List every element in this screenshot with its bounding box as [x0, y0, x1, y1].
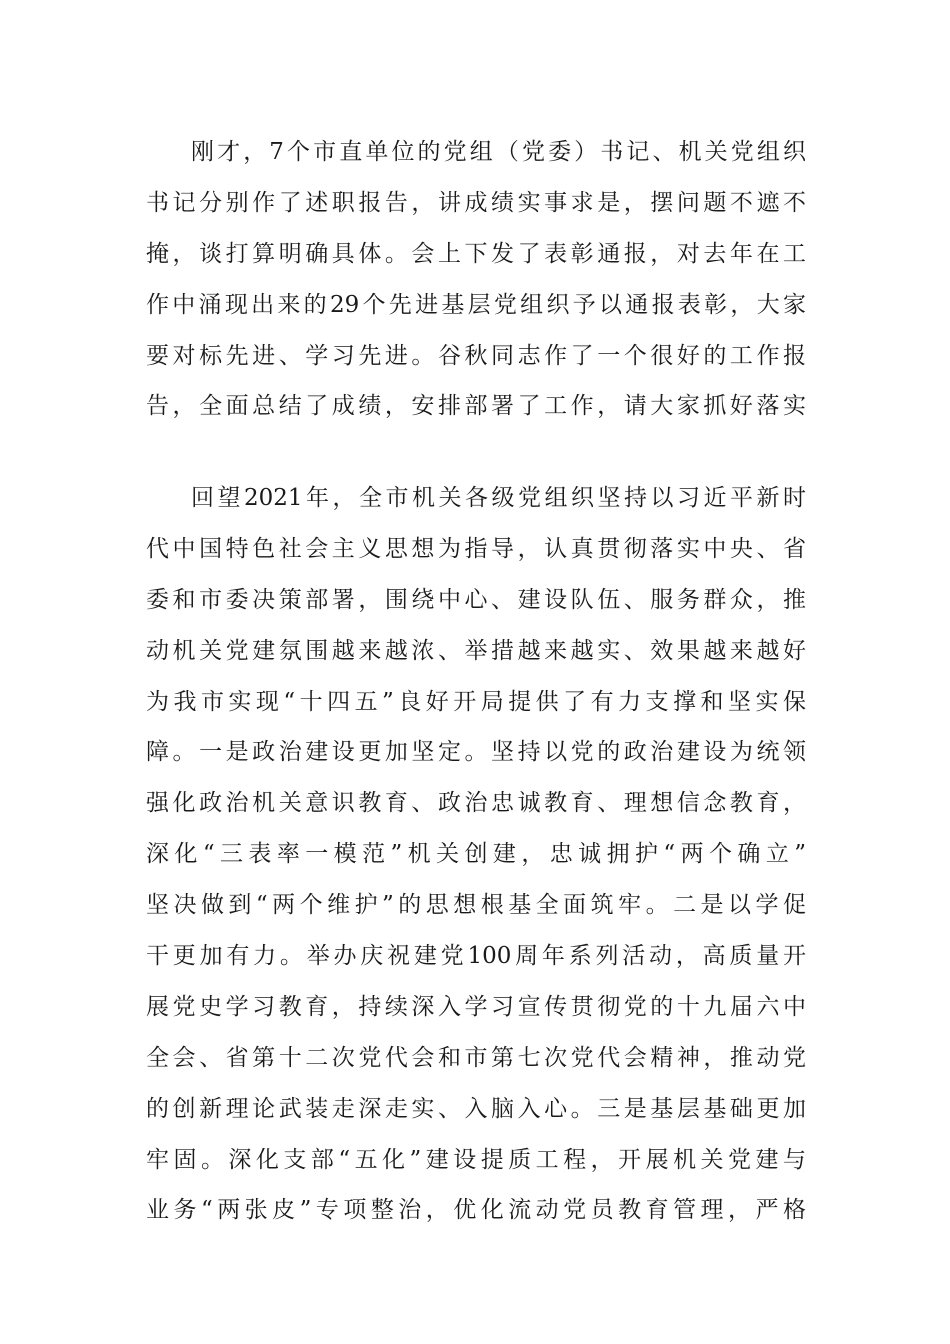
paragraph-summary: [146, 127, 806, 432]
text-line: 展党史学习教育，持续深入学习宣传贯彻党的十九届六中: [146, 993, 806, 1020]
text-line: 刚才，7个市直单位的党组（党委）书记、机关党组织: [191, 139, 806, 165]
text-line: 告，全面总结了成绩，安排部署了工作，请大家抓好落实: [146, 393, 806, 420]
text-line: 作中涌现出来的29个先进基层党组织予以通报表彰，大家: [146, 291, 806, 318]
text-line: 干更加有力。举办庆祝建党100周年系列活动，高质量开: [146, 943, 806, 970]
text-line: 委和市委决策部署，围绕中心、建设队伍、服务群众，推: [146, 586, 806, 613]
paragraph-review-2021: [146, 473, 806, 1236]
text-line: 全会、省第十二次党代会和市第七次党代会精神，推动党: [146, 1044, 806, 1071]
text-line: 回望2021年，全市机关各级党组织坚持以习近平新时: [191, 485, 806, 511]
text-line: 的创新理论武装走深走实、入脑入心。三是基层基础更加: [146, 1095, 806, 1122]
text-line: 障。一是政治建设更加坚定。坚持以党的政治建设为统领: [146, 739, 806, 766]
text-line: 深化“三表率一模范”机关创建，忠诚拥护“两个确立”: [146, 841, 806, 868]
text-line: 书记分别作了述职报告，讲成绩实事求是，摆问题不遮不: [146, 189, 806, 216]
text-line: 要对标先进、学习先进。谷秋同志作了一个很好的工作报: [146, 342, 806, 369]
text-line: 坚决做到“两个维护”的思想根基全面筑牢。二是以学促: [146, 892, 806, 919]
text-line: 为我市实现“十四五”良好开局提供了有力支撑和坚实保: [146, 688, 806, 715]
text-line: 强化政治机关意识教育、政治忠诚教育、理想信念教育，: [146, 790, 806, 817]
text-line: 动机关党建氛围越来越浓、举措越来越实、效果越来越好: [146, 637, 806, 664]
text-line: 牢固。深化支部“五化”建设提质工程，开展机关党建与: [146, 1146, 806, 1173]
text-line: 掩，谈打算明确具体。会上下发了表彰通报，对去年在工: [146, 240, 806, 267]
text-line: 业务“两张皮”专项整治，优化流动党员教育管理，严格: [146, 1197, 806, 1224]
text-line: 代中国特色社会主义思想为指导，认真贯彻落实中央、省: [146, 535, 806, 562]
